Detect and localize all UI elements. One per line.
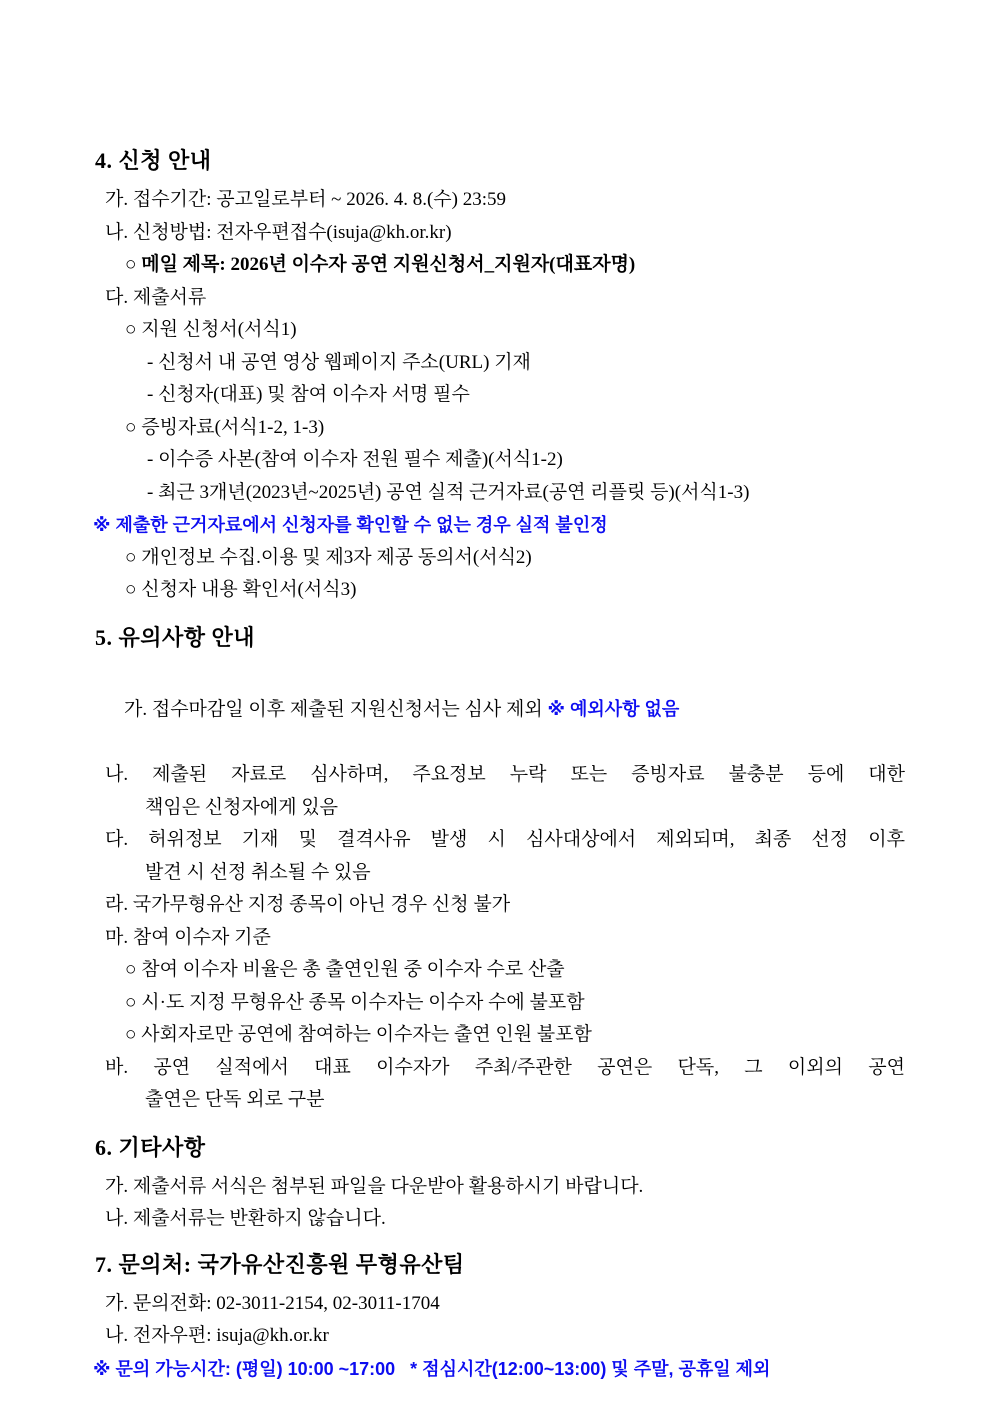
s4-warning-note: ※ 제출한 근거자료에서 신청자를 확인할 수 없는 경우 실적 불인정 [93,515,608,535]
s6-item-download-forms: 가. 제출서류 서식은 첨부된 파일을 다운받아 활용하시기 바랍니다. [105,1175,644,1197]
s5-item-record-classification: 바. 공연 실적에서 대표 이수자가 주최/주관한 공연은 단독, 그 이외의 공연 [105,1056,905,1078]
s5-no-exception-note: ※ 예외사항 없음 [547,699,680,719]
s4-item-mail-subject: ○ 메일 제목: 2026년 이수자 공연 지원신청서_지원자(대표자명) [125,254,636,275]
s5-item-deadline [105,661,905,760]
s7-hours-note: ※ 문의 가능시간: (평일) 10:00 ~17:00 * 점심시간(12:00~13:00) 및 주말, 공휴일 제외 [93,1358,771,1379]
s5-item-city-province-excluded: ○ 시·도 지정 무형유산 종목 이수자는 이수자 수에 불포함 [125,991,585,1013]
section-5-heading: 5. 유의사항 안내 [95,624,256,650]
section-7-heading: 7. 문의처: 국가유산진흥원 무형유산팀 [95,1251,465,1277]
s4-item-url-note: - 신청서 내 공연 영상 웹페이지 주소(URL) 기재 [147,351,531,373]
s4-item-privacy-consent: ○ 개인정보 수집.이용 및 제3자 제공 동의서(서식2) [125,546,532,568]
s5-item-heritage-requirement: 라. 국가무형유산 지정 종목이 아닌 경우 신청 불가 [105,894,511,915]
s4-item-documents: 다. 제출서류 [105,286,207,308]
s5-item-host-excluded: ○ 사회자로만 공연에 참여하는 이수자는 출연 인원 불포함 [125,1024,592,1045]
s7-item-email: 나. 전자우편: isuja@kh.or.kr [105,1325,329,1346]
s4-item-evidence-docs: ○ 증빙자료(서식1-2, 1-3) [125,416,325,438]
section-4-heading: 4. 신청 안내 [95,148,212,173]
s4-item-application-form: ○ 지원 신청서(서식1) [125,319,297,340]
section-6-heading: 6. 기타사항 [95,1134,206,1160]
s5-item-ratio-calc: ○ 참여 이수자 비율은 총 출연인원 중 이수자 수로 산출 [125,959,565,980]
s4-item-certificate-copy: - 이수증 사본(참여 이수자 전원 필수 제출)(서식1-2) [147,449,563,470]
s4-item-signature-note: - 신청자(대표) 및 참여 이수자 서명 필수 [147,384,470,405]
s7-item-phone: 가. 문의전화: 02-3011-2154, 02-3011-1704 [105,1292,440,1314]
s6-item-no-return: 나. 제출서류는 반환하지 않습니다. [105,1208,386,1229]
s5-item-participant-criteria: 마. 참여 이수자 기준 [105,926,271,948]
s4-item-apply-method: 나. 신청방법: 전자우편접수(isuja@kh.or.kr) [105,221,452,243]
s4-item-performance-record: - 최근 3개년(2023년~2025년) 공연 실적 근거자료(공연 리플릿 등)(서식1-3) [147,481,750,503]
s5-item-review-basis-cont: 책임은 신청자에게 있음 [145,796,339,818]
s5-item-false-info: 다. 허위정보 기재 및 결격사유 발생 시 심사대상에서 제외되며, 최종 선정 이후 [105,829,905,850]
s5-item-record-classification-cont: 출연은 단독 외로 구분 [145,1089,325,1110]
s4-item-reception-period: 가. 접수기간: 공고일로부터 ~ 2026. 4. 8.(수) 23:59 [105,189,506,210]
s5-item-false-info-cont: 발견 시 선정 취소될 수 있음 [145,861,371,883]
s4-item-confirmation-form: ○ 신청자 내용 확인서(서식3) [125,579,357,600]
s5-item-review-basis: 나. 제출된 자료로 심사하며, 주요정보 누락 또는 증빙자료 불충분 등에 대한 [105,764,905,785]
s5-deadline-text: 가. 접수마감일 이후 제출된 지원신청서는 심사 제외 [124,699,548,720]
